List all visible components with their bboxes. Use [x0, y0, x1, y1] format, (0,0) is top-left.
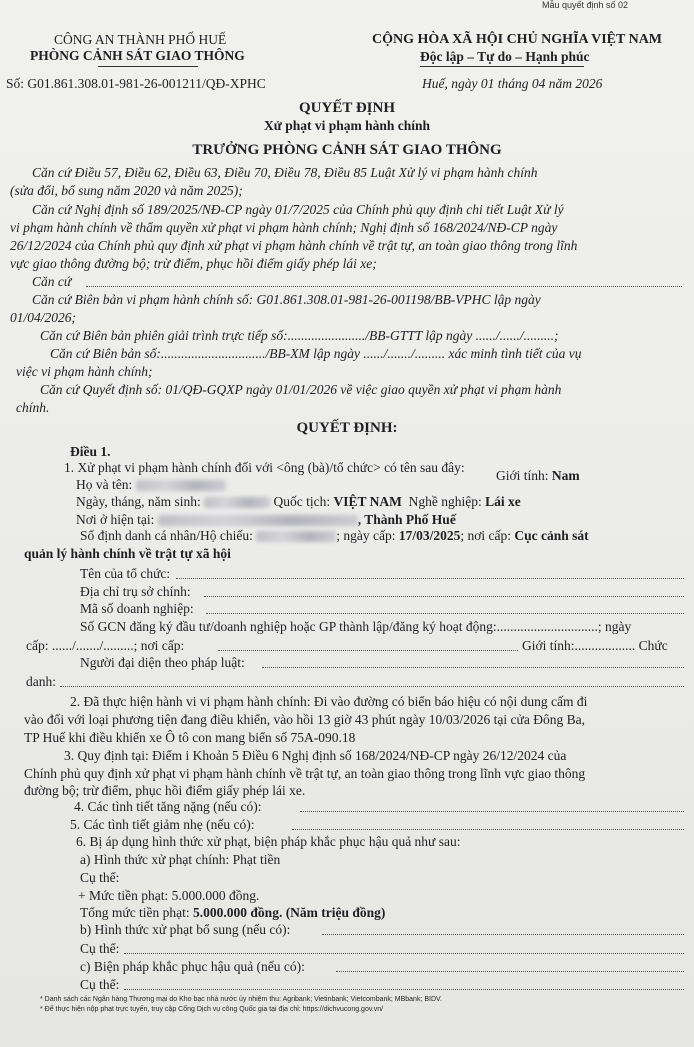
- violation-line: 2. Đã thực hiện hành vi vi phạm hành chính: Đi vào đường có biển báo hiệu có nội dung cấm đi: [70, 694, 588, 709]
- article-1-intro: 1. Xử phạt vi phạm hành chính đối với <ông (bà)/tổ chức> có tên sau đây:: [64, 460, 465, 475]
- authority-title: TRƯỞNG PHÒNG CẢNH SÁT GIAO THÔNG: [192, 142, 502, 158]
- basis-line: Căn cứ Biên bản phiên giải trình trực tiếp số:......................./BB-GTTT lập ngày ....../....../.........;: [40, 328, 559, 343]
- gender-label: Giới tính:: [496, 468, 549, 483]
- org-underline: [98, 66, 198, 67]
- address-city: , Thành Phố Huế: [357, 512, 456, 527]
- name-row: [76, 477, 226, 493]
- blank-line: [204, 596, 684, 597]
- basis-line: Căn cứ Điều 57, Điều 62, Điều 63, Điều 70, Điều 78, Điều 85 Luật Xử lý vi phạm hành chính: [32, 165, 538, 180]
- detail-label: Cụ thể:: [80, 870, 120, 885]
- basis-line: Căn cứ: [32, 274, 72, 289]
- aggravating-label: 4. Các tình tiết tăng nặng (nếu có):: [74, 799, 262, 814]
- nation-motto: Độc lập – Tự do – Hạnh phúc: [420, 49, 590, 64]
- gender-value: Nam: [551, 468, 580, 483]
- blank-line: [218, 650, 518, 651]
- redacted-id: [256, 531, 336, 542]
- decision-heading: QUYẾT ĐỊNH:: [296, 420, 398, 436]
- issue-place-label: ; nơi cấp:: [460, 528, 511, 543]
- regulation-line: đường bộ; trừ điểm, phục hồi điểm giấy phép lái xe.: [24, 783, 306, 798]
- basis-line: Căn cứ Biên bản số:.............................../BB-XM lập ngày ....../......./......... xác minh tình tiết của vụ: [50, 346, 582, 361]
- blank-line: [206, 613, 684, 614]
- blank-line: [124, 989, 684, 990]
- basis-line: vực giao thông đường bộ; trừ điểm, phục hồi điểm giấy phép lái xe;: [10, 256, 377, 271]
- issue-place: Cục cảnh sát: [514, 528, 589, 543]
- additional-penalty-label: b) Hình thức xử phạt bổ sung (nếu có):: [80, 922, 291, 937]
- basis-line: Căn cứ Quyết định số: 01/QĐ-GQXP ngày 01/01/2026 về việc giao quyền xử phạt vi phạm hành: [40, 382, 562, 397]
- mitigating-label: 5. Các tình tiết giảm nhẹ (nếu có):: [70, 817, 255, 832]
- id-label: Số định danh cá nhân/Hộ chiếu:: [80, 528, 253, 543]
- footnote: * Để thực hiện nộp phạt trực tuyến, truy cập Cổng Dịch vụ công Quốc gia tại địa chỉ: https://dichvucong.gov.vn/: [40, 1006, 384, 1013]
- id-row: [80, 528, 589, 544]
- job-label: Nghề nghiệp:: [408, 494, 482, 509]
- address-label: Nơi ở hiện tại:: [76, 512, 155, 527]
- blank-line: [176, 578, 684, 579]
- blank-line: [262, 667, 684, 668]
- detail-label: Cụ thể:: [80, 941, 120, 956]
- blank-line: [322, 934, 684, 935]
- gcn-line: Số GCN đăng ký đầu tư/doanh nghiệp hoặc GP thành lập/đăng ký hoạt động:..............................; ngày: [80, 619, 632, 634]
- blank-line: [60, 686, 684, 687]
- remedy-label: c) Biện pháp khắc phục hậu quả (nếu có):: [80, 959, 305, 974]
- blank-line: [86, 286, 682, 287]
- regulation-line: Chính phủ quy định xử phạt vi phạm hành chính về trật tự, an toàn giao thông trong lĩnh vực giao thông: [24, 766, 586, 781]
- penalty-heading: 6. Bị áp dụng hình thức xử phạt, biện pháp khắc phục hậu quả như sau:: [76, 834, 461, 849]
- org-name-label: Tên của tổ chức:: [80, 566, 171, 581]
- dob-label: Ngày, tháng, năm sinh:: [76, 494, 201, 509]
- redacted-name: [136, 480, 226, 491]
- document-number: Số: G01.861.308.01-981-26-001211/QĐ-XPHC: [6, 76, 266, 91]
- dob-row: [76, 494, 521, 510]
- fine-line: + Mức tiền phạt: 5.000.000 đồng.: [78, 888, 260, 903]
- redacted-dob: [204, 497, 270, 508]
- basis-line: vi phạm hành chính về thẩm quyền xử phạt vi phạm hành chính; Nghị định số 168/2024/NĐ-CP ngày: [10, 220, 558, 235]
- org-address-label: Địa chỉ trụ sở chính:: [80, 584, 191, 599]
- basis-line: 26/12/2024 của Chính phủ quy định xử phạt vi phạm hành chính về trật tự, an toàn giao thông trong lĩnh: [10, 238, 578, 253]
- basis-line: Căn cứ Biên bản vi phạm hành chính số: G01.861.308.01-981-26-001198/BB-VPHC lập ngày: [32, 292, 541, 307]
- org-line-1: CÔNG AN THÀNH PHỐ HUẾ: [54, 32, 227, 47]
- issue-date: 17/03/2025: [398, 528, 461, 543]
- position-label: danh:: [26, 674, 56, 689]
- representative-label: Người đại diện theo pháp luật:: [80, 655, 245, 670]
- tax-code-label: Mã số doanh nghiệp:: [80, 601, 194, 616]
- footnote: * Danh sách các Ngân hàng Thương mại do Kho bạc nhà nước ủy nhiệm thu: Agribank; Vietinbank; Vietcombank; MBbank; BIDV.: [40, 996, 442, 1003]
- violation-line: vào đối với loại phương tiện đang điều khiển, vào hồi 13 giờ 43 phút ngày 10/03/2026 tại cửa Đông Ba,: [24, 712, 585, 727]
- gender-row: [496, 468, 580, 484]
- detail-label: Cụ thể:: [80, 977, 120, 992]
- place-date: Huế, ngày 01 tháng 04 năm 2026: [422, 76, 603, 91]
- blank-line: [336, 971, 684, 972]
- nation-title: CỘNG HÒA XÃ HỘI CHỦ NGHĨA VIỆT NAM: [372, 32, 663, 47]
- motto-underline: [420, 66, 584, 67]
- total-fine-value: 5.000.000 đồng. (Năm triệu đồng): [193, 905, 386, 920]
- blank-line: [292, 829, 684, 830]
- form-number: Mẫu quyết định số 02: [542, 0, 629, 10]
- nationality-label: Quốc tịch:: [273, 494, 331, 509]
- blank-line: [300, 811, 684, 812]
- job-value: Lái xe: [485, 494, 521, 509]
- address-row: [76, 512, 456, 528]
- basis-line: 01/04/2026;: [10, 310, 76, 325]
- gcn-issue-line: cấp: ....../......./.........; nơi cấp:: [26, 638, 185, 653]
- basis-line: Căn cứ Nghị định số 189/2025/NĐ-CP ngày 01/7/2025 của Chính phủ quy định chi tiết Luật Xử lý: [32, 202, 564, 217]
- gcn-gender-line: Giới tính:.................. Chức: [522, 638, 668, 653]
- violation-line: TP Huế khi điều khiển xe Ô tô con mang biển số 75A-090.18: [24, 730, 356, 745]
- issue-date-label: ; ngày cấp:: [336, 528, 396, 543]
- blank-line: [124, 953, 684, 954]
- total-fine-row: [80, 905, 385, 921]
- total-fine-label: Tổng mức tiền phạt:: [80, 905, 190, 920]
- article-1-heading: Điều 1.: [70, 444, 111, 459]
- regulation-line: 3. Quy định tại: Điểm i Khoản 5 Điều 6 Nghị định số 168/2024/NĐ-CP ngày 26/12/2024 của: [64, 748, 567, 763]
- basis-line: chính.: [16, 400, 50, 415]
- redacted-address: [158, 515, 358, 526]
- name-label: Họ và tên:: [76, 477, 133, 492]
- issue-place-cont: quản lý hành chính về trật tự xã hội: [24, 546, 231, 561]
- nationality-value: VIỆT NAM: [333, 494, 402, 509]
- basis-line: việc vi phạm hành chính;: [16, 364, 153, 379]
- main-penalty: a) Hình thức xử phạt chính: Phạt tiền: [80, 852, 281, 867]
- basis-line: (sửa đổi, bổ sung năm 2020 và năm 2025);: [10, 183, 243, 198]
- org-line-2: PHÒNG CẢNH SÁT GIAO THÔNG: [30, 48, 245, 63]
- decision-title: QUYẾT ĐỊNH: [299, 100, 395, 116]
- decision-subtitle: Xử phạt vi phạm hành chính: [263, 118, 431, 133]
